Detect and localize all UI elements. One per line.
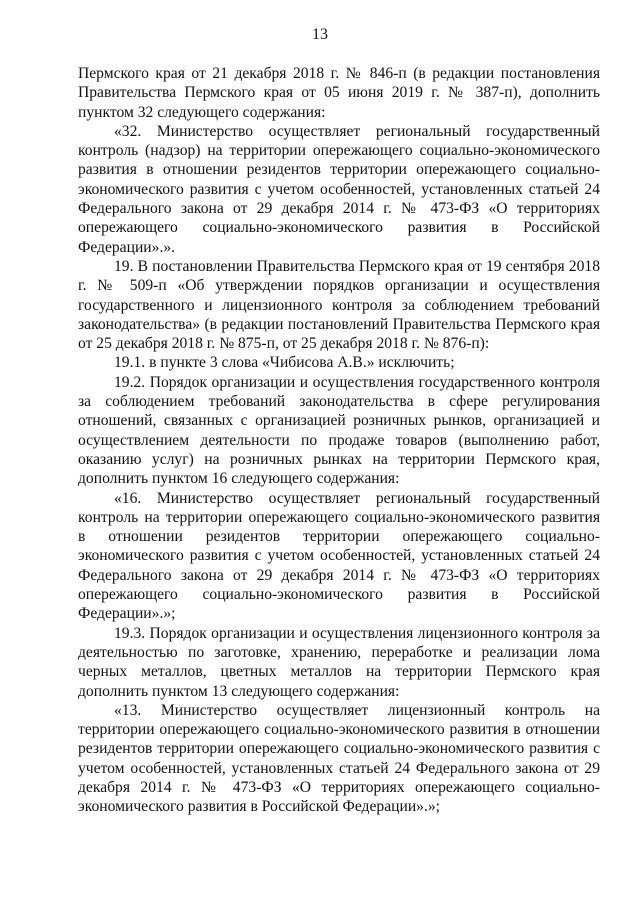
paragraph-item-19-3: 19.3. Порядок организации и осуществления лицензионного контроля за деятельностью по заготовке, хранению, переработке и реализации лома черных металлов, цветных металлов на территории Пермского края дополнить пунктом 13 следующего содержания: [78, 624, 600, 700]
paragraph-continuation: Пермского края от 21 декабря 2018 г. № 846-п (в редакции постановления Правительства Пермского края от 05 июня 2019 г. № 387-п), дополнить пунктом 32 следующего содержания: [78, 65, 600, 121]
page-number: 13 [312, 26, 328, 43]
document-body [78, 64, 600, 817]
paragraph-quote-32: «32. Министерство осуществляет региональный государственный контроль (надзор) на территории опережающего социально-экономического развития в отношении резидентов территории опережающего социально-экономического развития с учетом особенностей, установленных статьей 24 Федерального закона от 29 декабря 2014 г. № 473-ФЗ «О территориях опережающего социально-экономического развития в Российской Федерации».». [78, 122, 600, 256]
paragraph-item-19-2: 19.2. Порядок организации и осуществления государственного контроля за соблюдением требований законодательства в сфере регулирования отношений, связанных с организацией розничных рынков, организацией и осуществлением деятельности по продаже товаров (выполнению работ, оказанию услуг) на розничных рынках на территории Пермского края, дополнить пунктом 16 следующего содержания: [78, 373, 600, 488]
paragraph-item-19-1: 19.1. в пункте 3 слова «Чибисова А.В.» исключить; [114, 354, 455, 372]
paragraph-item-19: 19. В постановлении Правительства Пермского края от 19 сентября 2018 г. № 509-п «Об утверждении порядков организации и осуществления государственного и лицензионного контроля за соблюдением требований законодательства» (в редакции постановлений Правительства Пермского края от 25 декабря 2018 г. № 875-п, от 25 декабря 2018 г. № 876-п): [78, 257, 600, 353]
paragraph-quote-16: «16. Министерство осуществляет региональный государственный контроль на территории опережающего социально-экономического развития в отношении резидентов территории опережающего социально-экономического развития с учетом особенностей, установленных статьей 24 Федерального закона от 29 декабря 2014 г. № 473-ФЗ «О территориях опережающего социально-экономического развития в Российской Федерации».»; [78, 489, 600, 623]
paragraph-quote-13: «13. Министерство осуществляет лицензионный контроль на территории опережающего социально-экономического развития в отношении резидентов территории опережающего социально-экономического развития с учетом особенностей, установленных статьей 24 Федерального закона от 29 декабря 2014 г. № 473-ФЗ «О территориях опережающего социально-экономического развития в Российской Федерации».»; [78, 701, 600, 816]
